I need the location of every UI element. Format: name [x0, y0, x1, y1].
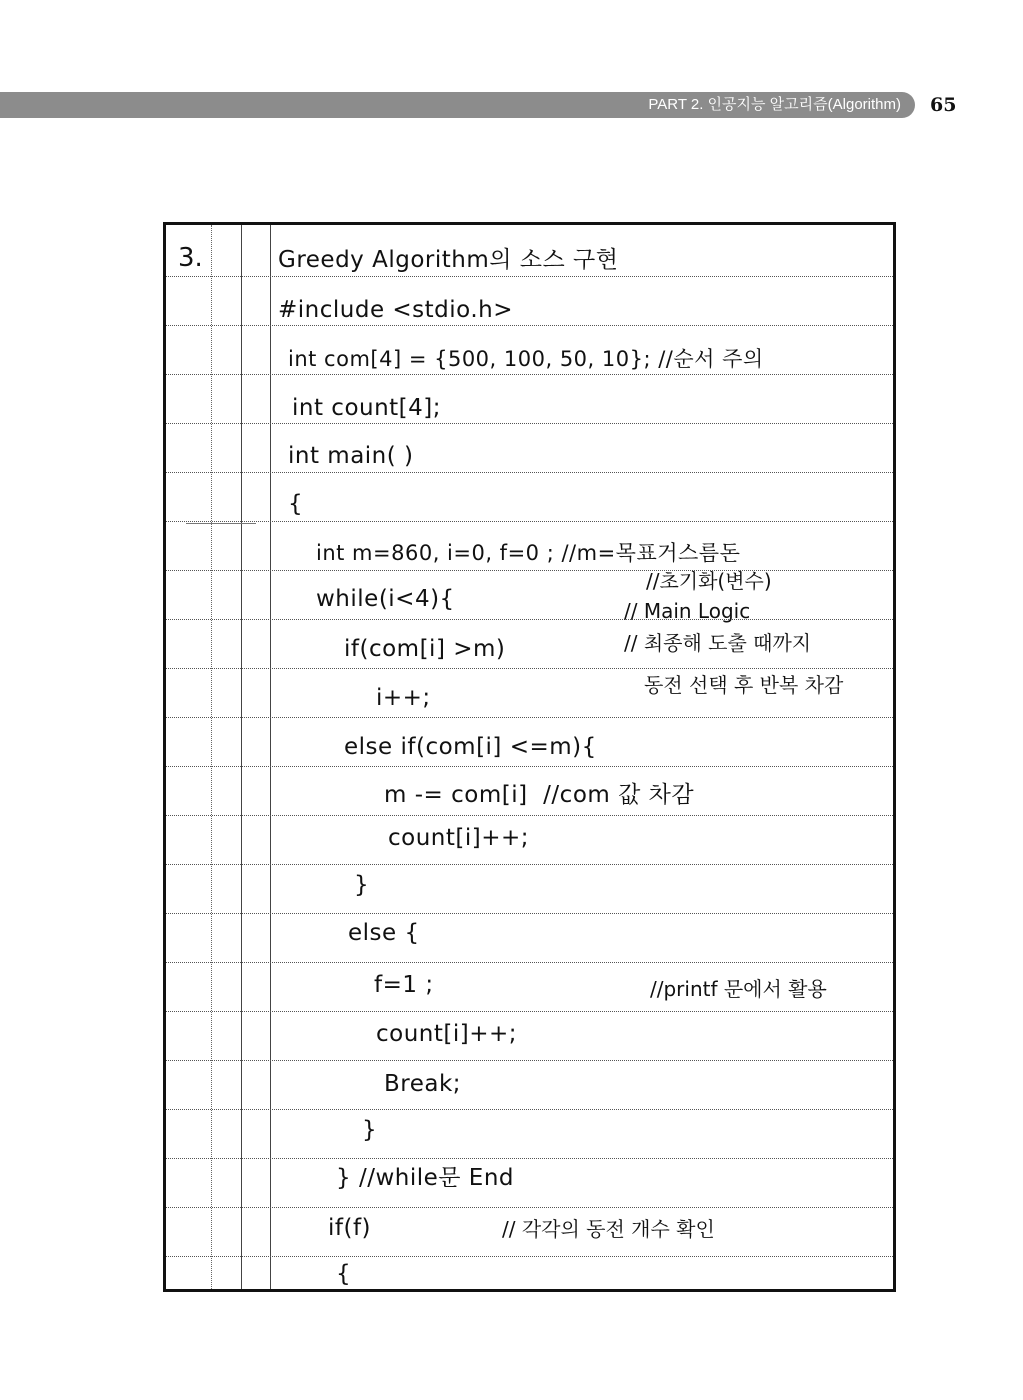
- ruled-line: [166, 325, 893, 326]
- ruled-line: [166, 1207, 893, 1208]
- margin-line-left: [241, 225, 242, 1289]
- code-line-flag: f=1 ;: [374, 972, 434, 998]
- ruled-line: [166, 717, 893, 718]
- running-header-title: PART 2. 인공지능 알고리즘(Algorithm): [648, 96, 901, 113]
- note-until-final: // 최종해 도출 때까지: [624, 631, 812, 655]
- ruled-line: [166, 1011, 893, 1012]
- code-line-com-array: int com[4] = {500, 100, 50, 10}; //순서 주의: [288, 347, 764, 371]
- margin-dotted-line: [211, 225, 212, 1289]
- code-line-vars: int m=860, i=0, f=0 ; //m=목표거스름돈: [316, 541, 741, 565]
- code-line-close-brace-2: }: [362, 1117, 378, 1143]
- ruled-line: [166, 472, 893, 473]
- margin-line-right: [270, 225, 271, 1289]
- ruled-line: [166, 276, 893, 277]
- code-line-main: int main( ): [288, 443, 414, 469]
- note-main-logic: // Main Logic: [624, 599, 751, 623]
- code-line-open-brace: {: [288, 491, 304, 517]
- ruled-line: [166, 913, 893, 914]
- ruled-line: [166, 374, 893, 375]
- note-repeat-subtract: 동전 선택 후 반복 차감: [644, 673, 844, 697]
- code-line-if-f: if(f): [328, 1215, 372, 1241]
- running-header: [0, 92, 915, 118]
- ruled-line: [166, 766, 893, 767]
- code-line-subtract: m -= com[i] //com 값 차감: [384, 782, 695, 808]
- ruled-line: [166, 962, 893, 963]
- ruled-line: [166, 423, 893, 424]
- code-line-count-array: int count[4];: [292, 395, 442, 421]
- ruled-line: [166, 1109, 893, 1110]
- ruled-line: [166, 570, 893, 571]
- code-line-else-if: else if(com[i] <=m){: [344, 734, 597, 760]
- stray-pen-mark: [186, 523, 256, 524]
- ruled-line: [166, 1256, 893, 1257]
- note-count-check: // 각각의 동전 개수 확인: [502, 1217, 715, 1241]
- ruled-line: [166, 521, 893, 522]
- note-init: //초기화(변수): [646, 569, 772, 593]
- ruled-line: [166, 668, 893, 669]
- code-line-include: #include <stdio.h>: [278, 297, 514, 323]
- code-line-close-brace-1: }: [354, 872, 370, 898]
- code-line-increment: i++;: [376, 685, 431, 711]
- code-line-else: else {: [348, 920, 420, 946]
- ruled-line: [166, 1158, 893, 1159]
- code-line-title: Greedy Algorithm의 소스 구현: [278, 247, 619, 273]
- ruled-line: [166, 815, 893, 816]
- ruled-line: [166, 619, 893, 620]
- ruled-line: [166, 1060, 893, 1061]
- code-line-while-end: } //while문 End: [336, 1165, 514, 1191]
- problem-number: 3.: [178, 243, 203, 273]
- page-number: 65: [930, 94, 957, 116]
- ruled-line: [166, 864, 893, 865]
- handwritten-notebook-page: [163, 222, 896, 1292]
- code-line-count-inc-2: count[i]++;: [376, 1021, 518, 1047]
- code-line-if: if(com[i] >m): [344, 636, 506, 662]
- note-printf: //printf 문에서 활용: [650, 977, 827, 1001]
- code-line-while: while(i<4){: [316, 586, 455, 612]
- code-line-count-inc: count[i]++;: [388, 825, 530, 851]
- code-line-open-brace-2: {: [336, 1261, 352, 1287]
- code-line-break: Break;: [384, 1071, 462, 1097]
